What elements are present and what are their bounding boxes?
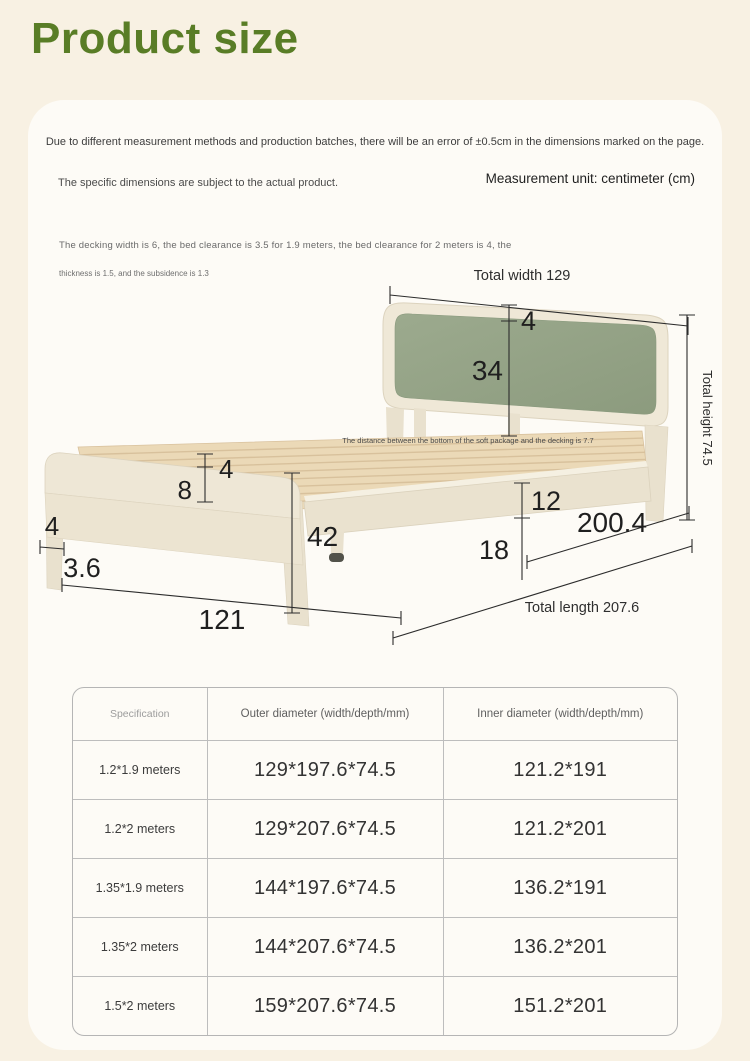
table-row (73, 741, 677, 800)
inner-cell: 121.2*191 (443, 741, 677, 800)
outer-cell: 129*207.6*74.5 (207, 800, 443, 859)
total-length-label: Total length 207.6 (524, 600, 640, 616)
disclaimer-line1: Due to different measurement methods and production batches, there will be an error of ±0.5cm in the dimensions marked on the page. (45, 136, 705, 148)
outer-cell: 144*197.6*74.5 (207, 859, 443, 918)
spec-cell: 1.2*2 meters (73, 800, 207, 859)
header-specification: Specification (73, 688, 207, 741)
header-outer-diameter: Outer diameter (width/depth/mm) (207, 688, 443, 741)
caster-foot (329, 553, 344, 562)
spec-cell: 1.5*2 meters (73, 977, 207, 1036)
inner-cell: 136.2*191 (443, 859, 677, 918)
dim-footboard-width-value: 121 (198, 604, 246, 635)
dim-total-height (679, 315, 715, 520)
measurement-unit: Measurement unit: centimeter (cm) (485, 171, 695, 186)
dim-slat-gap: 4 (219, 454, 234, 484)
product-size-card (28, 100, 722, 1050)
decking-note-line2: thickness is 1.5, and the subsidence is 1.3 (59, 269, 209, 278)
spec-cell: 1.35*2 meters (73, 918, 207, 977)
table-row (73, 977, 677, 1036)
dim-footboard-width (62, 578, 401, 635)
dim-total-length (393, 539, 692, 645)
spec-cell: 1.2*1.9 meters (73, 741, 207, 800)
table-row (73, 800, 677, 859)
inner-cell: 136.2*201 (443, 918, 677, 977)
dim-footboard-height-value: 42 (307, 521, 339, 552)
dim-leg-width: 4 (44, 511, 60, 541)
dim-slat-width: 8 (177, 475, 192, 505)
dim-rail-to-floor: 18 (478, 535, 509, 565)
header-inner-diameter: Inner diameter (width/depth/mm) (443, 688, 677, 741)
outer-cell: 159*207.6*74.5 (207, 977, 443, 1036)
table-row (73, 859, 677, 918)
outer-cell: 144*207.6*74.5 (207, 918, 443, 977)
total-width-label: Total width 129 (473, 268, 571, 284)
dim-headboard-cushion: 34 (471, 355, 503, 386)
disclaimer-line2: The specific dimensions are subject to the actual product. (58, 177, 339, 189)
dim-headboard-frame-top: 4 (521, 306, 537, 336)
page-title: Product size (31, 14, 299, 63)
total-height-label: Total height 74.5 (700, 370, 715, 466)
table-header-row (73, 688, 677, 741)
bed-dimension-diagram (0, 255, 750, 685)
table-row (73, 918, 677, 977)
dim-leg-foot: 3.6 (63, 553, 101, 583)
size-table (72, 687, 678, 1036)
outer-cell: 129*197.6*74.5 (207, 741, 443, 800)
inner-cell: 151.2*201 (513, 994, 608, 1017)
deck-annotation: The distance between the bottom of the soft package and the decking is 7.7 (342, 436, 594, 445)
inner-cell: 121.2*201 (443, 800, 677, 859)
dim-inner-length-value: 200.4 (576, 507, 648, 538)
decking-note-line1: The decking width is 6, the bed clearance is 3.5 for 1.9 meters, the bed clearance for 2 meters is 4, the (59, 240, 512, 251)
spec-cell: 1.35*1.9 meters (73, 859, 207, 918)
dim-rail-height: 12 (531, 486, 562, 516)
